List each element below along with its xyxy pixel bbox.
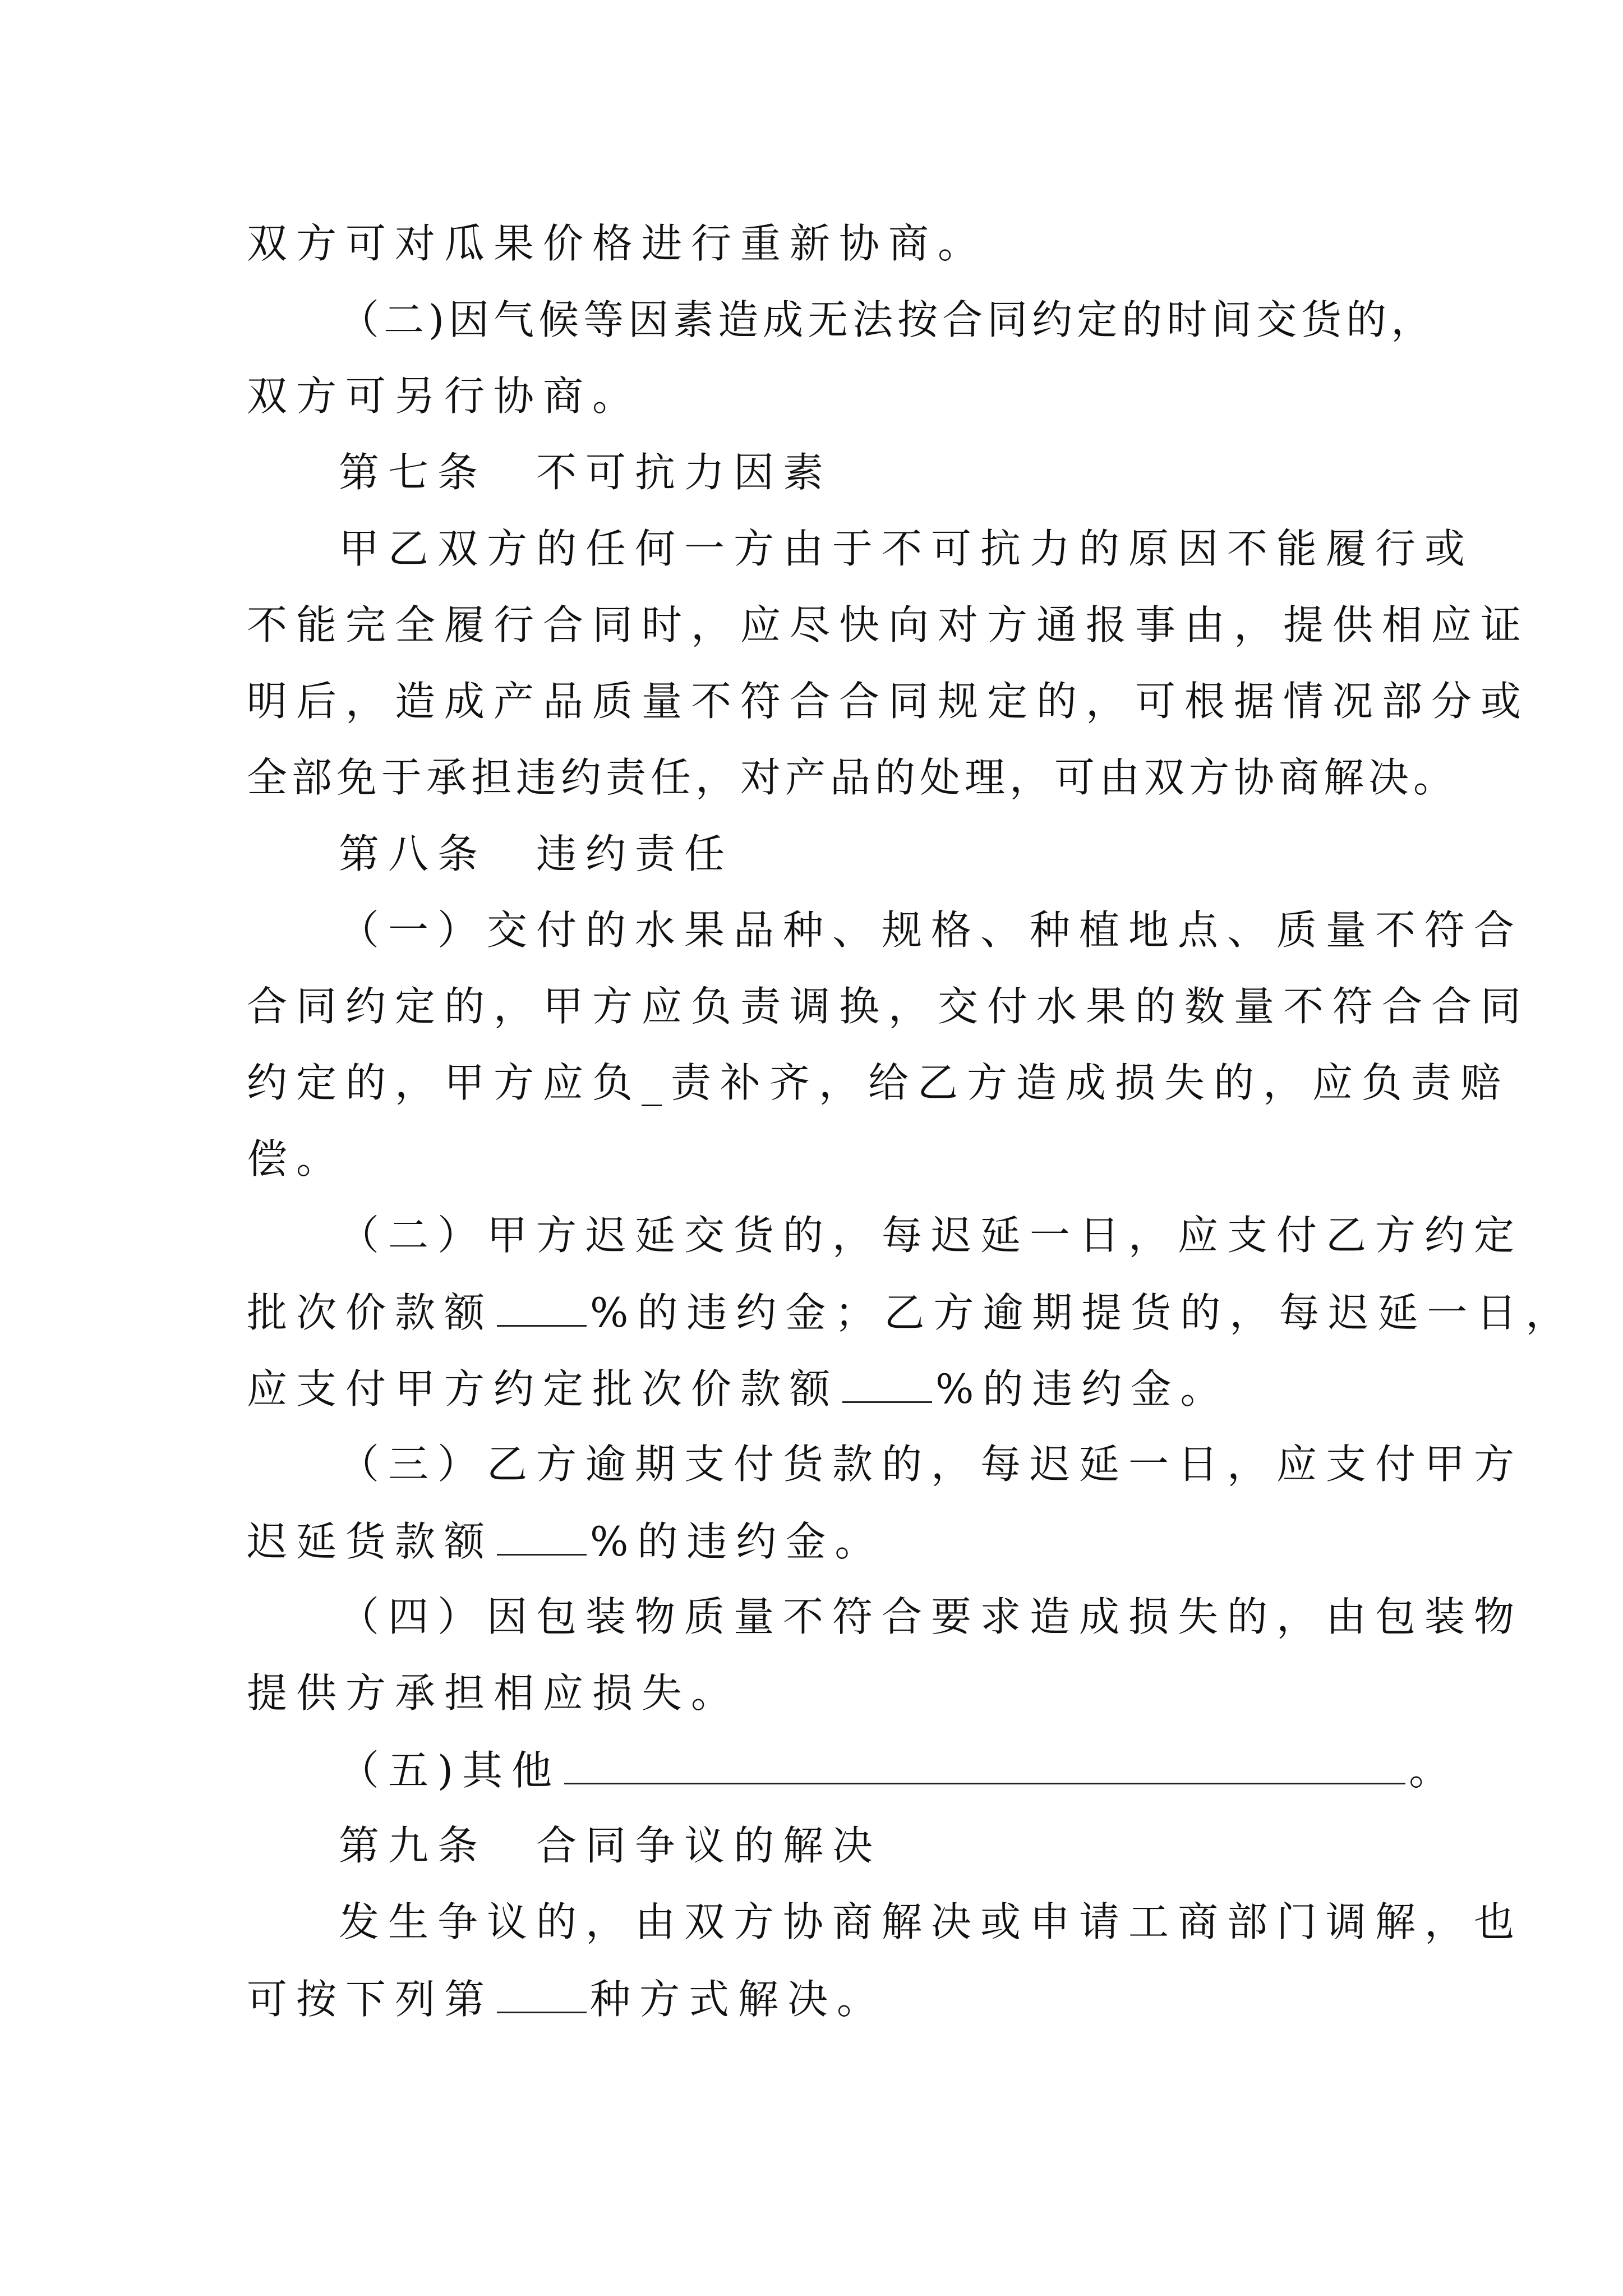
text-line-21 — [339, 1747, 1459, 1794]
text-line-18 — [247, 1518, 884, 1565]
section-heading-8: 第八条 违约责任 — [339, 830, 734, 877]
text-line-16 — [247, 1365, 1230, 1412]
section-heading-9: 第九条 合同争议的解决 — [339, 1822, 882, 1869]
text-line-5: 甲乙双方的任何一方由于不可抗力的原因不能履行或 — [339, 525, 1474, 572]
text-line-15 — [247, 1289, 1575, 1336]
text-segment: 可按下列第 — [247, 1976, 494, 2023]
text-segment: 迟延货款额 — [247, 1518, 494, 1565]
text-line-6: 不能完全履行合同时，应尽快向对方通报事由，提供相应证 — [247, 601, 1530, 648]
text-segment: 应支付甲方约定批次价款额 — [247, 1365, 840, 1412]
text-segment: （五)其他 — [339, 1747, 561, 1794]
text-line-14: （二）甲方迟延交货的，每迟延一日，应支付乙方约定 — [339, 1212, 1524, 1259]
text-line-13: 偿。 — [247, 1135, 346, 1182]
text-line-17: （三）乙方逾期支付货款的，每迟延一日，应支付甲方 — [339, 1441, 1524, 1488]
text-line-20: 提供方承担相应损失。 — [247, 1669, 741, 1717]
text-line-10: （一）交付的水果品种、规格、种植地点、质量不符合 — [339, 907, 1524, 954]
text-segment: 。 — [1409, 1747, 1459, 1794]
text-line-19: （四）因包装物质量不符合要求造成损失的，由包装物 — [339, 1593, 1524, 1640]
text-segment: %的违约金。 — [935, 1365, 1230, 1412]
text-line-8: 全部免于承担违约责任，对产品的处理，可由双方协商解决。 — [247, 754, 1459, 801]
text-line-23: 发生争议的，由双方协商解决或申请工商部门调解，也 — [339, 1898, 1524, 1945]
section-heading-7: 第七条 不可抗力因素 — [339, 449, 833, 496]
text-segment: %的违约金；乙方逾期提货的，每迟延一日， — [590, 1289, 1575, 1336]
text-segment: 批次价款额 — [247, 1289, 494, 1336]
fill-in-blank[interactable] — [564, 1749, 1405, 1784]
fill-in-blank[interactable] — [497, 1291, 587, 1327]
text-segment: 种方式解决。 — [590, 1976, 887, 2023]
text-line-7: 明后，造成产品质量不符合合同规定的，可根据情况部分或 — [247, 678, 1530, 725]
text-line-24 — [247, 1976, 887, 2023]
text-line-3: 双方可另行协商。 — [247, 372, 642, 420]
text-line-12: 约定的，甲方应负_责补齐，给乙方造成损失的，应负责赔 — [247, 1059, 1510, 1106]
text-segment: %的违约金。 — [590, 1518, 884, 1565]
fill-in-blank[interactable] — [497, 1520, 587, 1556]
text-line-11: 合同约定的，甲方应负责调换，交付水果的数量不符合合同 — [247, 983, 1530, 1030]
text-line-1: 双方可对瓜果价格进行重新协商。 — [247, 220, 988, 267]
fill-in-blank[interactable] — [497, 1978, 587, 2013]
text-line-2: （二)因气候等因素造成无法按合同约定的时间交货的， — [339, 296, 1436, 343]
fill-in-blank[interactable] — [842, 1368, 932, 1403]
